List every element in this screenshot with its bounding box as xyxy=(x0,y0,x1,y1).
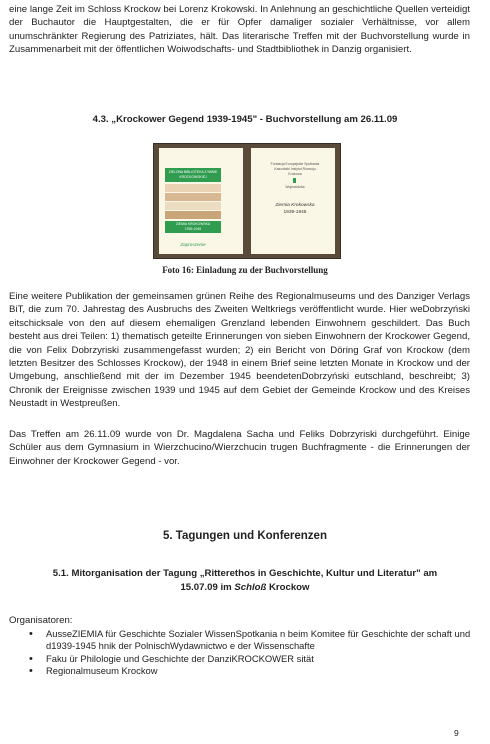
right-card-line-4: Wojewódzka xyxy=(285,185,305,189)
organizer-item: • Regionalmuseum Krockow xyxy=(26,665,476,677)
organizer-item: • AusseZIEMIA für Geschichte Sozialer WissenSpotkania n beim Komitee für Geschichte der schaft und d1939-1945 hnik der PolnischWydawnictwo e der Wissenschafte xyxy=(26,628,476,653)
right-card-title: Ziemia Krokowska xyxy=(275,203,315,208)
left-card-top-line-2: KROCKOWSKIEJ xyxy=(179,175,207,179)
heading-italic-word: Schloß xyxy=(234,582,267,593)
main-paragraph: Eine weitere Publikation der gemeinsamen grünen Reihe des Regionalmuseums und des Danziger Verlags BiT, die zum 70. Jahrestag des Ausbruchs des Zweiten Weltkriegs veröffentlicht wurde. Hier weDobrzyński eitschicksale von den auf diesem ehemaligen Grenzland lebenden Einwohnern geschildert. Das Buch besteht aus drei Teilen: 1) thematisch geteilte Erinnerungen von sieben Einwohnern der Krockower Gegend, die von Felix Dobrzyriski zusammengefasst wurden; 2) ein Bericht von Döring Graf von Krockow (dem letzten Besitzer des Schlosses Krockow), der 1948 in einem Brief seine letzten Monate in Krockow und der Umgebung, anschließend mit der im Dezember 1945 beendetenDobrzyński eutschland, beschreibt; 3) Chronik der Ereignisse zwischen 1939 und 1945 auf dem Gebiet der Gemeinde Krockow und des Kreises Neustadt in Westpreußen. xyxy=(9,291,470,410)
photo-strip-3 xyxy=(165,202,221,210)
invitation-right-card xyxy=(251,148,335,254)
right-card-line-1: Fundacja Europejskie Spotkania xyxy=(270,162,320,166)
left-card-top-line-1: ZIELONA BIBLIOTEKA Z NIWIE xyxy=(168,170,218,174)
left-card-bottom-line-2: 1939-1945 xyxy=(184,227,202,231)
intro-paragraph: eine lange Zeit im Schloss Krockow bei Lorenz Krokowski. In Anlehnung an geschichtliche Quellen verteidigt der Buchautor die Hauptgestalten, die er für Opfer damaliger sozialer Verhältnisse, vor allem unumschränkter Regierung des Patriziates, hält. Das literarische Treffen mit der Buchvorstellung wurde in Zusammenarbeit mit der öffentlichen Woiwodschafts- und Stadtbibliothek in Danzig organisiert. xyxy=(9,4,470,56)
invitation-left-card xyxy=(159,148,243,254)
left-card-bottom-line-1: ZIEMIA KROKOWSKA xyxy=(175,222,211,226)
section-5-1-heading-line1: 5.1. Mitorganisation der Tagung „Ritterethos in Geschichte, Kultur und Literatur" am xyxy=(52,568,438,579)
heading-location: Krockow xyxy=(266,582,310,593)
organizers-list xyxy=(26,628,476,678)
right-card-years: 1939-1945 xyxy=(283,210,307,215)
right-card-line-2: Kaszubski Instytut Rozwoju xyxy=(274,167,316,171)
heading-date-prefix: 15.07.09 im xyxy=(180,582,235,593)
photo-strip-4 xyxy=(165,211,221,219)
green-mark xyxy=(293,178,296,183)
section-5-1-heading-line2 xyxy=(0,582,490,593)
invitation-photo xyxy=(153,143,341,259)
right-card-line-3: Krokowa xyxy=(288,172,302,176)
section-5-heading: 5. Tagungen und Konferenzen xyxy=(163,530,327,542)
page-number: 9 xyxy=(454,728,459,738)
organizers-label: Organisatoren: xyxy=(9,615,73,626)
section-4-3-heading: 4.3. „Krockower Gegend 1939-1945" - Buchvorstellung am 26.11.09 xyxy=(92,114,398,125)
left-card-footer: Zaproszenie xyxy=(180,242,206,247)
figure-caption: Foto 16: Einladung zu der Buchvorstellung xyxy=(162,265,328,275)
meeting-paragraph: Das Treffen am 26.11.09 wurde von Dr. Magdalena Sacha und Feliks Dobrzyriski durchgeführt. Einige Schüler aus dem Gymnasium in Wierzchucino/Wierzchucin trugen Buchfragmente - die Erinnerungen der Einwohner der Krockower Gegend - vor. xyxy=(9,429,470,467)
photo-strip-1 xyxy=(165,184,221,192)
photo-strip-2 xyxy=(165,193,221,201)
organizer-item: • Faku ür Philologie und Geschichte der DanziKROCKOWER sität xyxy=(26,653,476,665)
